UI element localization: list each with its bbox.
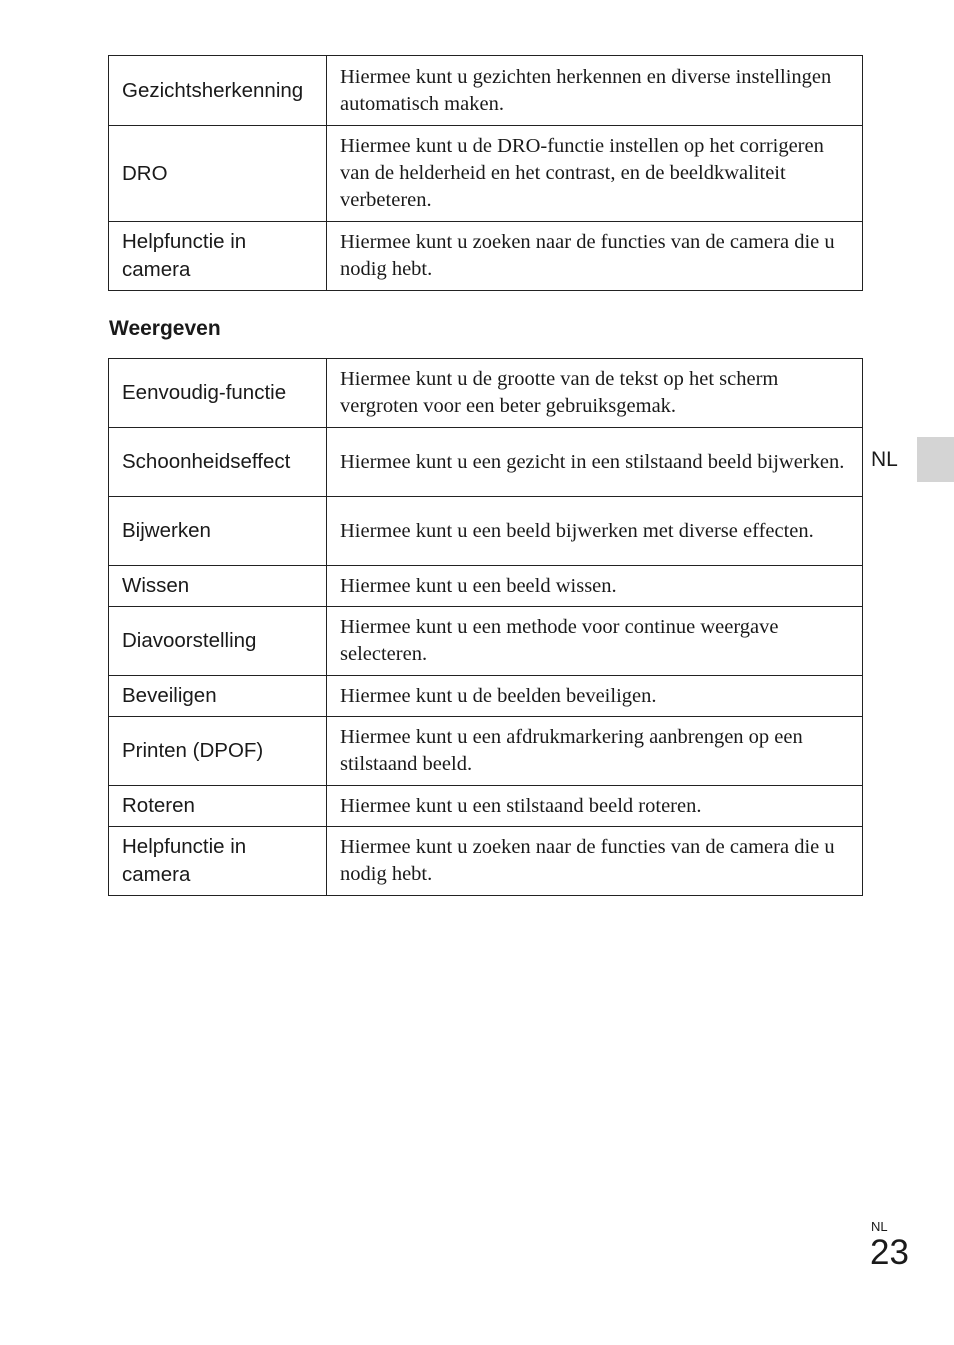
function-name: Helpfunctie in camera [109, 827, 327, 896]
function-description: Hiermee kunt u een beeld bijwerken met diverse effecten. [327, 497, 863, 566]
function-name: Wissen [109, 566, 327, 607]
function-description: Hiermee kunt u een stilstaand beeld roteren. [327, 786, 863, 827]
function-table-top [108, 55, 863, 291]
function-description: Hiermee kunt u een gezicht in een stilstaand beeld bijwerken. [327, 428, 863, 497]
function-description: Hiermee kunt u de DRO-functie instellen op het corrigeren van de helderheid en het contrast, en de beeldkwaliteit verbeteren. [327, 126, 863, 222]
language-tab [917, 437, 954, 482]
page-number: 23 [870, 1233, 909, 1272]
table-row [109, 56, 863, 126]
function-name: Helpfunctie in camera [109, 222, 327, 291]
table-row [109, 428, 863, 497]
function-description: Hiermee kunt u een afdrukmarkering aanbrengen op een stilstaand beeld. [327, 717, 863, 786]
table-row [109, 786, 863, 827]
function-name: Printen (DPOF) [109, 717, 327, 786]
function-name: Bijwerken [109, 497, 327, 566]
section-heading: Weergeven [109, 317, 221, 340]
language-tab-label: NL [871, 448, 898, 471]
function-name: Diavoorstelling [109, 607, 327, 676]
table-row [109, 497, 863, 566]
table-row [109, 566, 863, 607]
function-description: Hiermee kunt u gezichten herkennen en diverse instellingen automatisch maken. [327, 56, 863, 126]
function-description: Hiermee kunt u zoeken naar de functies van de camera die u nodig hebt. [327, 222, 863, 291]
table-row [109, 676, 863, 717]
table-row [109, 222, 863, 291]
function-name: DRO [109, 126, 327, 222]
function-description: Hiermee kunt u de grootte van de tekst op het scherm vergroten voor een beter gebruiksgemak. [327, 359, 863, 428]
table-row [109, 827, 863, 896]
function-description: Hiermee kunt u een beeld wissen. [327, 566, 863, 607]
table-row [109, 717, 863, 786]
function-name: Beveiligen [109, 676, 327, 717]
function-table-playback [108, 358, 863, 896]
table-row [109, 359, 863, 428]
table-row [109, 607, 863, 676]
function-name: Roteren [109, 786, 327, 827]
function-name: Eenvoudig-functie [109, 359, 327, 428]
table-row [109, 126, 863, 222]
function-description: Hiermee kunt u zoeken naar de functies van de camera die u nodig hebt. [327, 827, 863, 896]
function-description: Hiermee kunt u een methode voor continue weergave selecteren. [327, 607, 863, 676]
page-language-code: NL [871, 1219, 888, 1234]
function-name: Gezichtsherkenning [109, 56, 327, 126]
function-description: Hiermee kunt u de beelden beveiligen. [327, 676, 863, 717]
function-name: Schoonheidseffect [109, 428, 327, 497]
